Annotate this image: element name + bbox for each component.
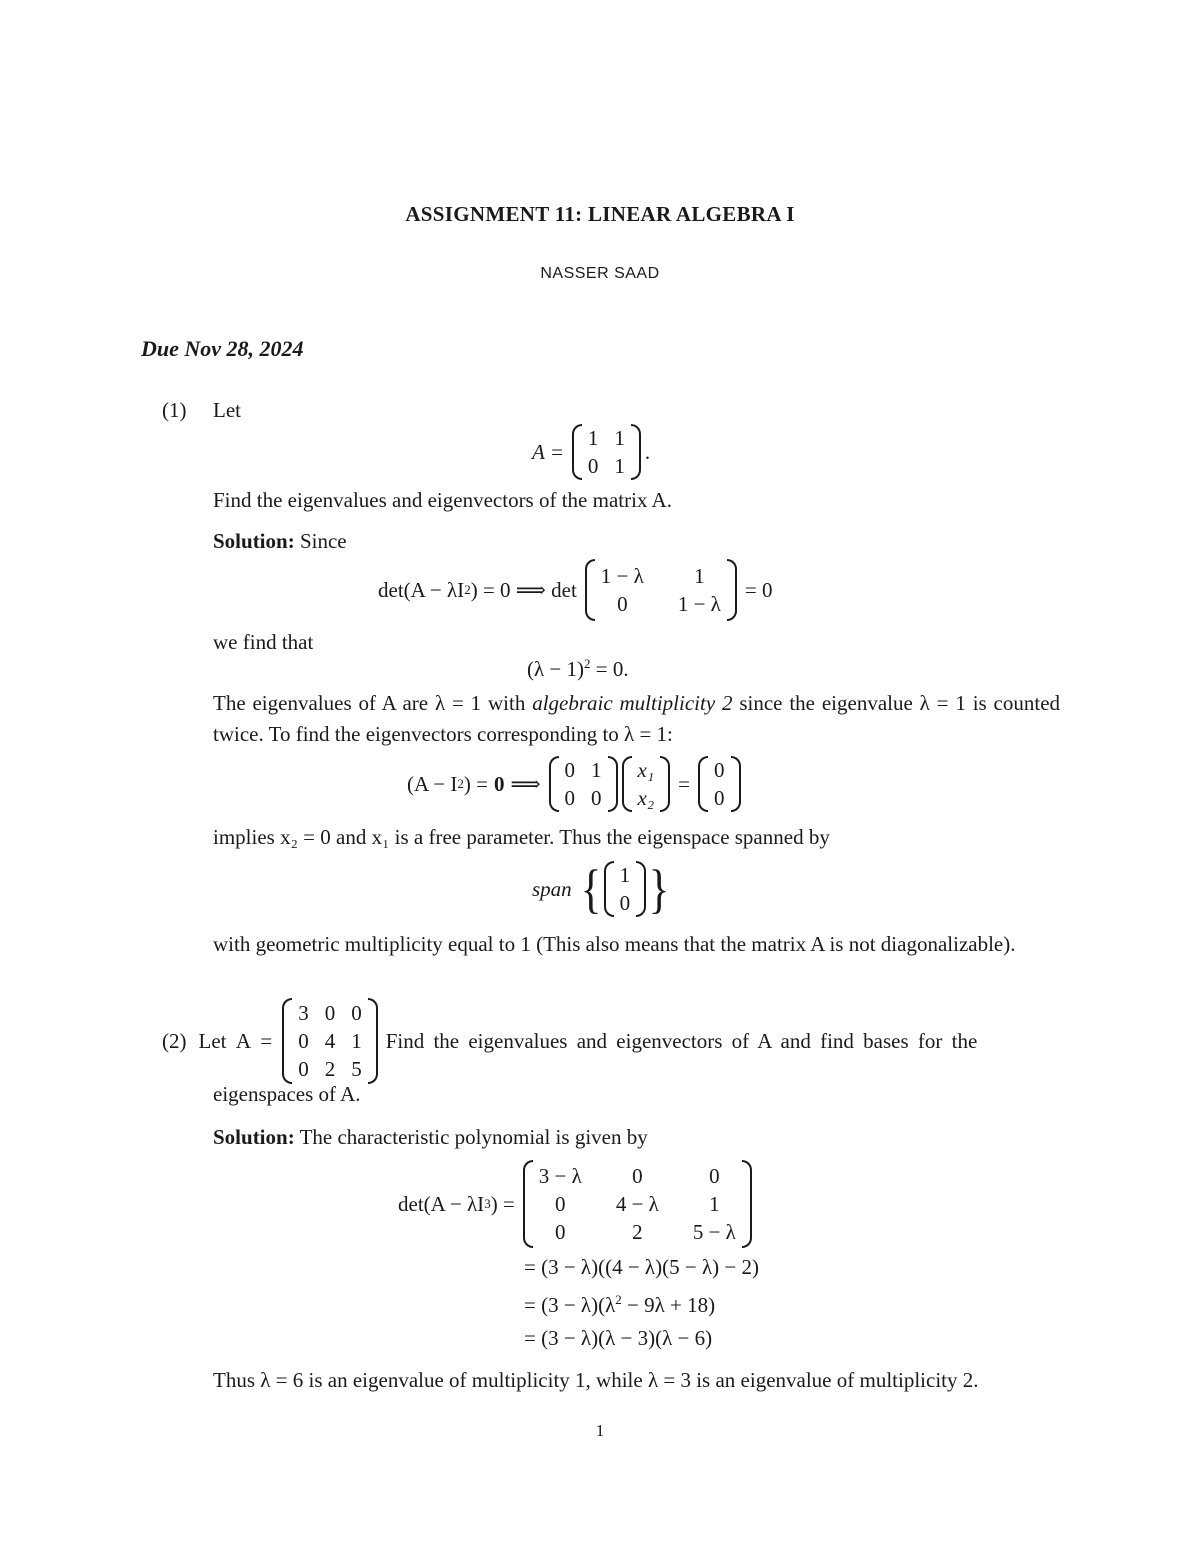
det-matrix-1 — [585, 559, 737, 621]
matrix-cell: 1 — [351, 1029, 362, 1053]
problem-2-question: Find the eigenvalues and eigenvectors of A and find bases for the — [385, 1028, 978, 1053]
matrix-cell: 0 — [564, 786, 576, 810]
solution-label: Solution: — [213, 1125, 295, 1149]
problem-1-question: Find the eigenvalues and eigenvectors of the matrix A. — [213, 488, 672, 512]
math-text: det(A − λI — [378, 577, 465, 602]
matrix-cell: 3 — [298, 1001, 309, 1025]
problem-2-let: Let A = — [198, 1028, 273, 1053]
matrix-cell: 1 — [709, 1192, 720, 1216]
matrix-cell: 0 — [709, 1164, 720, 1188]
bold-zero-vector: 0 — [493, 771, 505, 796]
math-text: ) = 0 ⟹ det — [470, 577, 577, 602]
matrix-cell: 2 — [324, 1057, 336, 1081]
matrix-cell: 5 — [351, 1057, 362, 1081]
vector-cell: x₁ — [637, 758, 655, 782]
matrix-cell: 0 — [298, 1029, 309, 1053]
vector-cell: 0 — [619, 891, 631, 915]
page-title: ASSIGNMENT 11: LINEAR ALGEBRA I — [405, 202, 795, 226]
matrix-cell: 2 — [632, 1220, 643, 1244]
matrix-cell: 4 — [324, 1029, 336, 1053]
matrix-cell: 1 − λ — [677, 592, 721, 616]
math-text: (A − I — [407, 771, 458, 796]
right-brace: } — [648, 859, 670, 919]
math-subscript: 2 — [464, 582, 471, 597]
solution-text: The characteristic polynomial is given by — [299, 1125, 648, 1149]
matrix-cell: 0 — [298, 1057, 309, 1081]
math-text: det(A − λI — [398, 1191, 485, 1216]
paragraph-text: since the eigenvalue λ = 1 is counted twice. To find the eigenvectors corresponding to λ = 1: — [213, 691, 1061, 746]
matrix-cell: 0 — [632, 1164, 643, 1188]
vector-cell: 0 — [714, 758, 725, 782]
matrix-cell: 5 − λ — [692, 1220, 736, 1244]
eigenvector-equation-1 — [407, 754, 741, 814]
math-text: − 9λ + 18) — [621, 1293, 716, 1317]
matrix-cell: 1 — [614, 426, 625, 450]
det-equation-1 — [378, 558, 772, 622]
eigen-matrix — [549, 756, 618, 812]
problem-2-statement — [162, 998, 977, 1084]
matrix-cell: 0 — [555, 1220, 566, 1244]
matrix-cell: 0 — [351, 1001, 362, 1025]
matrix-A — [572, 424, 641, 480]
eigenvalue-paragraph — [213, 688, 1060, 750]
characteristic-equation-1 — [527, 656, 629, 682]
det-matrix-2 — [523, 1160, 752, 1248]
math-text: ) = — [463, 771, 488, 796]
det-equation-2 — [398, 1160, 752, 1248]
vector-cell: 0 — [714, 786, 725, 810]
math-superscript: 2 — [615, 1292, 622, 1307]
matrix-cell: 0 — [564, 758, 576, 782]
geometric-multiplicity-text: with geometric multiplicity equal to 1 (This also means that the matrix A is not diagonalizable). — [213, 932, 1016, 956]
matrix-a-label: A = — [532, 439, 564, 464]
matrix-cell: 0 — [591, 786, 602, 810]
matrix-A2 — [282, 998, 378, 1084]
expansion-step-2 — [524, 1292, 715, 1318]
math-text: = 0. — [595, 657, 629, 681]
expansion-step-3: = (3 − λ)(λ − 3)(λ − 6) — [524, 1326, 713, 1350]
matrix-cell: 0 — [555, 1192, 566, 1216]
span-vector — [604, 861, 647, 917]
matrix-cell: 3 − λ — [538, 1164, 582, 1188]
problem-2-question-line2: eigenspaces of A. — [213, 1082, 361, 1106]
paragraph-text: The eigenvalues of A are λ = 1 with — [213, 691, 526, 715]
matrix-cell: 1 − λ — [600, 564, 644, 588]
matrix-cell: 4 − λ — [615, 1192, 659, 1216]
span-expression — [532, 858, 672, 920]
math-text: ) = — [490, 1191, 515, 1216]
expansion-step-1: = (3 − λ)((4 − λ)(5 − λ) − 2) — [524, 1255, 759, 1279]
multiplicity-conclusion: Thus λ = 6 is an eigenvalue of multiplicity 1, while λ = 3 is an eigenvalue of multiplicity 2. — [213, 1368, 979, 1392]
implies-text: implies x₂ = 0 and x₁ is a free parameter. Thus the eigenspace spanned by — [213, 825, 830, 849]
matrix-cell: 0 — [324, 1001, 336, 1025]
math-text: = (3 − λ)(λ — [524, 1293, 616, 1317]
solution-label: Solution: — [213, 529, 295, 553]
problem-1-let: Let — [213, 398, 241, 422]
matrix-cell: 1 — [614, 454, 625, 478]
implies-arrow: ⟹ — [510, 771, 541, 796]
math-subscript: 3 — [484, 1196, 491, 1211]
problem-1-number: (1) — [162, 398, 187, 422]
matrix-cell: 1 — [591, 758, 602, 782]
zero-vector — [698, 756, 741, 812]
page-number: 1 — [595, 1421, 605, 1440]
math-text: (λ − 1) — [527, 657, 585, 681]
vector-cell: x₂ — [637, 786, 655, 810]
period: . — [644, 439, 651, 464]
solution-1-intro — [213, 529, 347, 554]
math-text: = 0 — [744, 577, 773, 602]
italic-term: algebraic multiplicity 2 — [532, 691, 733, 715]
matrix-cell: 1 — [694, 564, 705, 588]
matrix-cell: 0 — [587, 454, 599, 478]
unknown-vector — [622, 756, 671, 812]
math-subscript: 2 — [457, 776, 464, 791]
matrix-cell: 1 — [587, 426, 599, 450]
we-find-text: we find that — [213, 630, 314, 654]
vector-cell: 1 — [619, 863, 631, 887]
solution-text: Since — [299, 529, 347, 553]
author-name: NASSER SAAD — [540, 265, 660, 282]
due-date: Due Nov 28, 2024 — [141, 336, 304, 361]
left-brace: { — [580, 859, 602, 919]
solution-2-intro — [213, 1125, 648, 1150]
matrix-A-display — [532, 424, 650, 480]
math-superscript: 2 — [584, 656, 591, 671]
matrix-cell: 0 — [617, 592, 628, 616]
span-label: span — [532, 876, 572, 901]
problem-2-number: (2) — [162, 1028, 187, 1053]
math-text: = — [678, 771, 691, 796]
